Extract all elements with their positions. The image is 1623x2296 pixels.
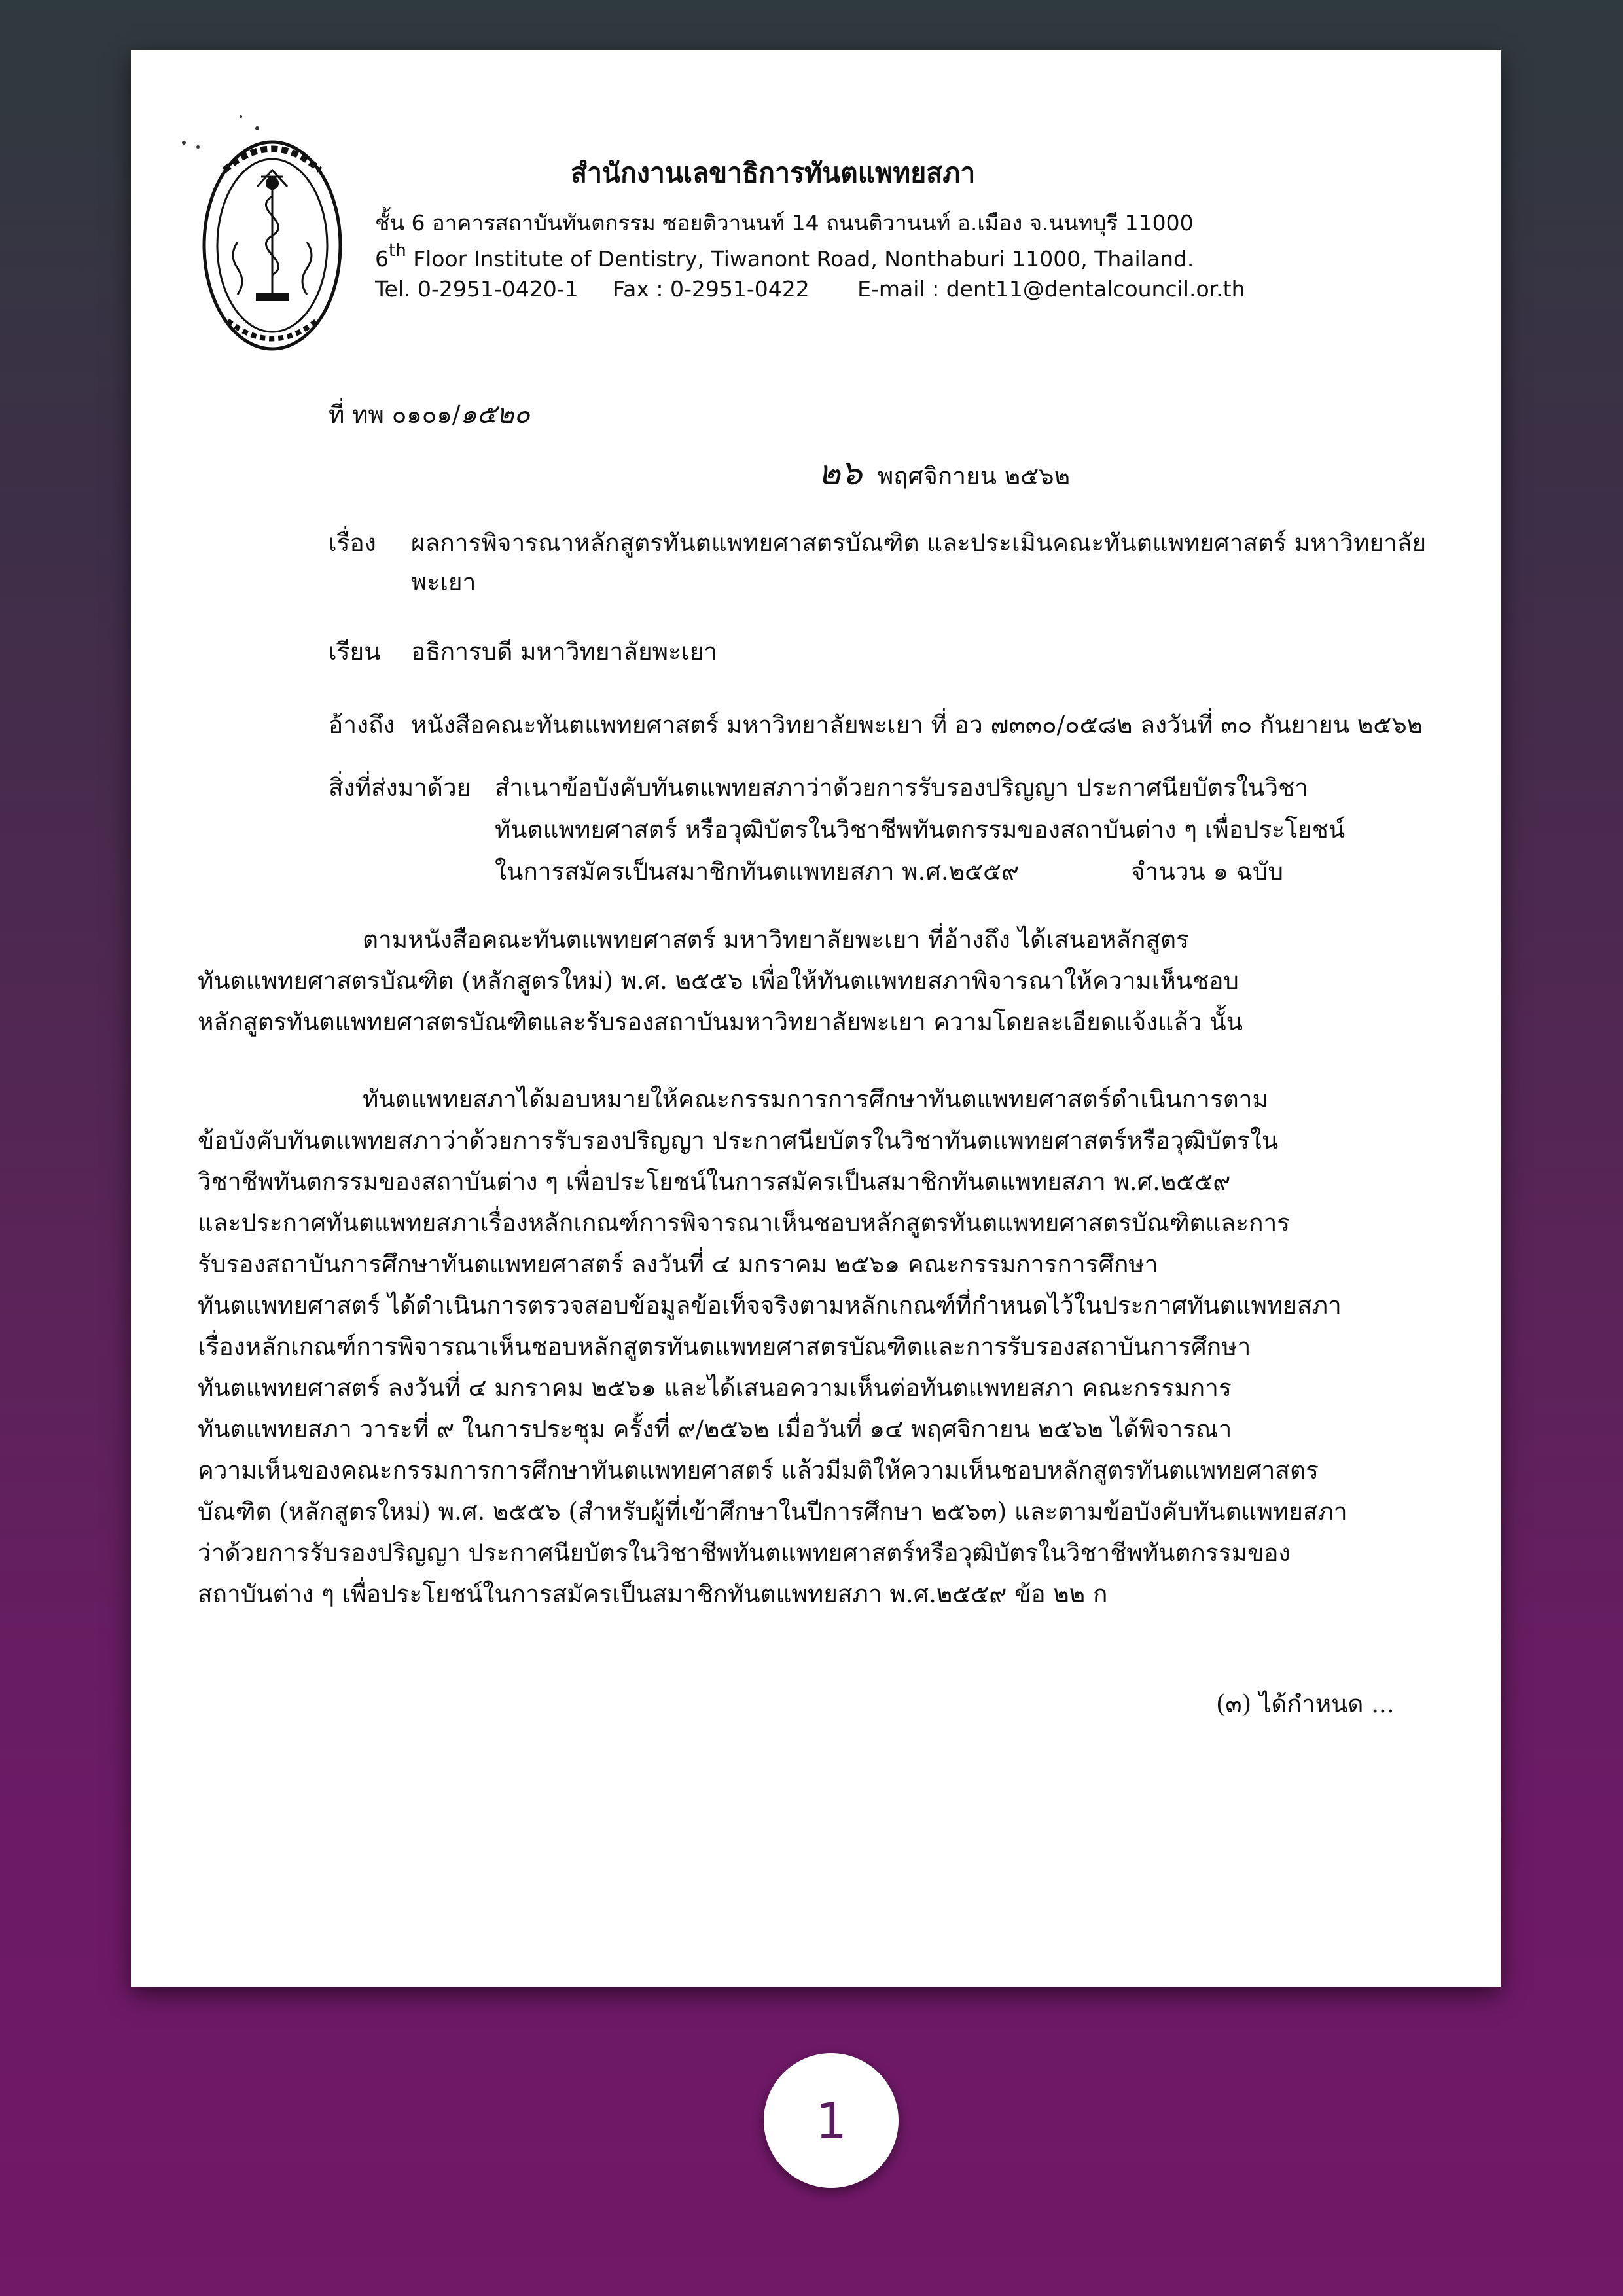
paragraph-2-line: ว่าด้วยการรับรองปริญญา ประกาศนียบัตรในวิชาชีพทันตแพทยศาสตร์หรือวุฒิบัตรในวิชาชีพทันตกรรมของ: [198, 1539, 1291, 1567]
subject-line-2: พะเยา: [411, 568, 476, 596]
body-paragraph-1: [198, 919, 1243, 1043]
reference-label: อ้างถึง: [329, 711, 395, 739]
letterhead-org-name: สำนักงานเลขาธิการทันตแพทยสภา: [571, 157, 976, 188]
enclosure-line-3: ในการสมัครเป็นสมาชิกทันตแพทยสภา พ.ศ.๒๕๕๙: [495, 857, 1020, 886]
paragraph-2-line: เรื่องหลักเกณฑ์การพิจารณาเห็นชอบหลักสูตรทันตแพทยศาสตรบัณฑิตและการรับรองสถาบันการศึกษา: [198, 1333, 1251, 1361]
reference-number: [329, 394, 530, 435]
paragraph-2-line: ข้อบังคับทันตแพทยสภาว่าด้วยการรับรองปริญญา ประกาศนียบัตรในวิชาทันตแพทยศาสตร์หรือวุฒิบัตรใน: [198, 1126, 1279, 1155]
paragraph-2-line: ทันตแพทยศาสตร์ ลงวันที่ ๔ มกราคม ๒๕๖๑ และได้เสนอความเห็นต่อทันตแพทยสภา คณะกรรมการ: [198, 1374, 1232, 1402]
dental-council-seal: [198, 131, 346, 360]
letterhead-contact: [375, 276, 1245, 302]
enclosure-quantity: จำนวน ๑ ฉบับ: [1131, 857, 1284, 886]
paragraph-2-line: บัณฑิต (หลักสูตรใหม่) พ.ศ. ๒๕๕๖ (สำหรับผู้ที่เข้าศึกษาในปีการศึกษา ๒๕๖๓) และตามข้อบังคับทันตแพทยสภา: [198, 1498, 1347, 1526]
to-label: เรียน: [329, 637, 381, 666]
tel-text: Tel. 0-2951-0420-1: [375, 276, 579, 302]
date-month-year: พฤศจิกายน ๒๕๖๒: [877, 462, 1070, 490]
to-text: อธิการบดี มหาวิทยาลัยพะเยา: [411, 637, 718, 666]
paragraph-2-line: ทันตแพทยสภาได้มอบหมายให้คณะกรรมการการศึกษาทันตแพทยศาสตร์ดำเนินการตาม: [363, 1085, 1268, 1113]
paragraph-2-line: และประกาศทันตแพทยสภาเรื่องหลักเกณฑ์การพิจารณาเห็นชอบหลักสูตรทันตแพทยศาสตรบัณฑิตและการ: [198, 1209, 1291, 1237]
paragraph-2-line: ทันตแพทยศาสตร์ ได้ดำเนินการตรวจสอบข้อมูลข้อเท็จจริงตามหลักเกณฑ์ที่กำหนดไว้ในประกาศทันตแพทยสภา: [198, 1291, 1342, 1319]
body-paragraph-2: [198, 1079, 1347, 1615]
fax-text: Fax : 0-2951-0422: [613, 276, 810, 302]
date-day-handwritten: ๒๖: [818, 454, 863, 493]
enclosure-line-2: ทันตแพทยศาสตร์ หรือวุฒิบัตรในวิชาชีพทันตกรรมของสถาบันต่าง ๆ เพื่อประโยชน์: [495, 816, 1346, 844]
paragraph-2-line: รับรองสถาบันการศึกษาทันตแพทยศาสตร์ ลงวันที่ ๔ มกราคม ๒๕๖๑ คณะกรรมการการศึกษา: [198, 1250, 1158, 1278]
scan-speck: [196, 145, 200, 149]
scan-speck: [255, 126, 259, 130]
subject-line-1: ผลการพิจารณาหลักสูตรทันตแพทยศาสตรบัณฑิต และประเมินคณะทันตแพทยศาสตร์ มหาวิทยาลัย: [411, 529, 1427, 557]
paragraph-2-line: ทันตแพทยสภา วาระที่ ๙ ในการประชุม ครั้งที่ ๙/๒๕๖๒ เมื่อวันที่ ๑๔ พฤศจิกายน ๒๕๖๒ ได้พิจารณา: [198, 1415, 1232, 1443]
reference-text: หนังสือคณะทันตแพทยศาสตร์ มหาวิทยาลัยพะเยา ที่ อว ๗๓๓๐/๐๕๘๒ ลงวันที่ ๓๐ กันยายน ๒๕๖๒: [411, 711, 1423, 739]
page-number-badge[interactable]: 1: [764, 2053, 899, 2188]
address-en-text: Floor Institute of Dentistry, Tiwanont Road, Nonthaburi 11000, Thailand.: [413, 246, 1194, 272]
reference-number-prefix: ที่ ทพ ๐๑๐๑/: [329, 401, 461, 429]
scan-speck: [240, 115, 242, 118]
scan-speck: [182, 141, 186, 145]
paragraph-1-line: ทันตแพทยศาสตรบัณฑิต (หลักสูตรใหม่) พ.ศ. ๒๕๕๖ เพื่อให้ทันตแพทยสภาพิจารณาให้ความเห็นชอบ: [198, 967, 1239, 995]
letterhead-address-en: [375, 241, 1194, 272]
letter-date: [818, 453, 1070, 497]
enclosure-label: สิ่งที่ส่งมาด้วย: [329, 774, 471, 802]
letterhead-address-th: ชั้น 6 อาคารสถาบันทันตกรรม ซอยติวานนท์ 14 ถนนติวานนท์ อ.เมือง จ.นนทบุรี 11000: [375, 210, 1194, 236]
paragraph-2-line: ความเห็นของคณะกรรมการการศึกษาทันตแพทยศาสตร์ แล้วมีมติให้ความเห็นชอบหลักสูตรทันตแพทยศาสตร: [198, 1456, 1319, 1484]
paragraph-2-line: วิชาชีพทันตกรรมของสถาบันต่าง ๆ เพื่อประโยชน์ในการสมัครเป็นสมาชิกทันตแพทยสภา พ.ศ.๒๕๕๙: [198, 1168, 1231, 1196]
email-text: E-mail : dent11@dentalcouncil.or.th: [857, 276, 1245, 302]
subject-label: เรื่อง: [329, 529, 376, 557]
reference-number-handwritten: ๑๕๒๐: [460, 399, 530, 429]
paragraph-2-line: สถาบันต่าง ๆ เพื่อประโยชน์ในการสมัครเป็นสมาชิกทันตแพทยสภา พ.ศ.๒๕๕๙ ข้อ ๒๒ ก: [198, 1580, 1108, 1608]
paragraph-1-line: ตามหนังสือคณะทันตแพทยศาสตร์ มหาวิทยาลัยพะเยา ที่อ้างถึง ได้เสนอหลักสูตร: [363, 925, 1189, 954]
enclosure-line-1: สำเนาข้อบังคับทันตแพทยสภาว่าด้วยการรับรองปริญญา ประกาศนียบัตรในวิชา: [495, 774, 1308, 802]
continuation-note: (๓) ได้กำหนด ...: [1216, 1690, 1395, 1718]
floor-number: 6: [375, 246, 389, 272]
floor-suffix: th: [389, 241, 406, 260]
paragraph-1-line: หลักสูตรทันตแพทยศาสตรบัณฑิตและรับรองสถาบันมหาวิทยาลัยพะเยา ความโดยละเอียดแจ้งแล้ว นั้น: [198, 1008, 1243, 1036]
